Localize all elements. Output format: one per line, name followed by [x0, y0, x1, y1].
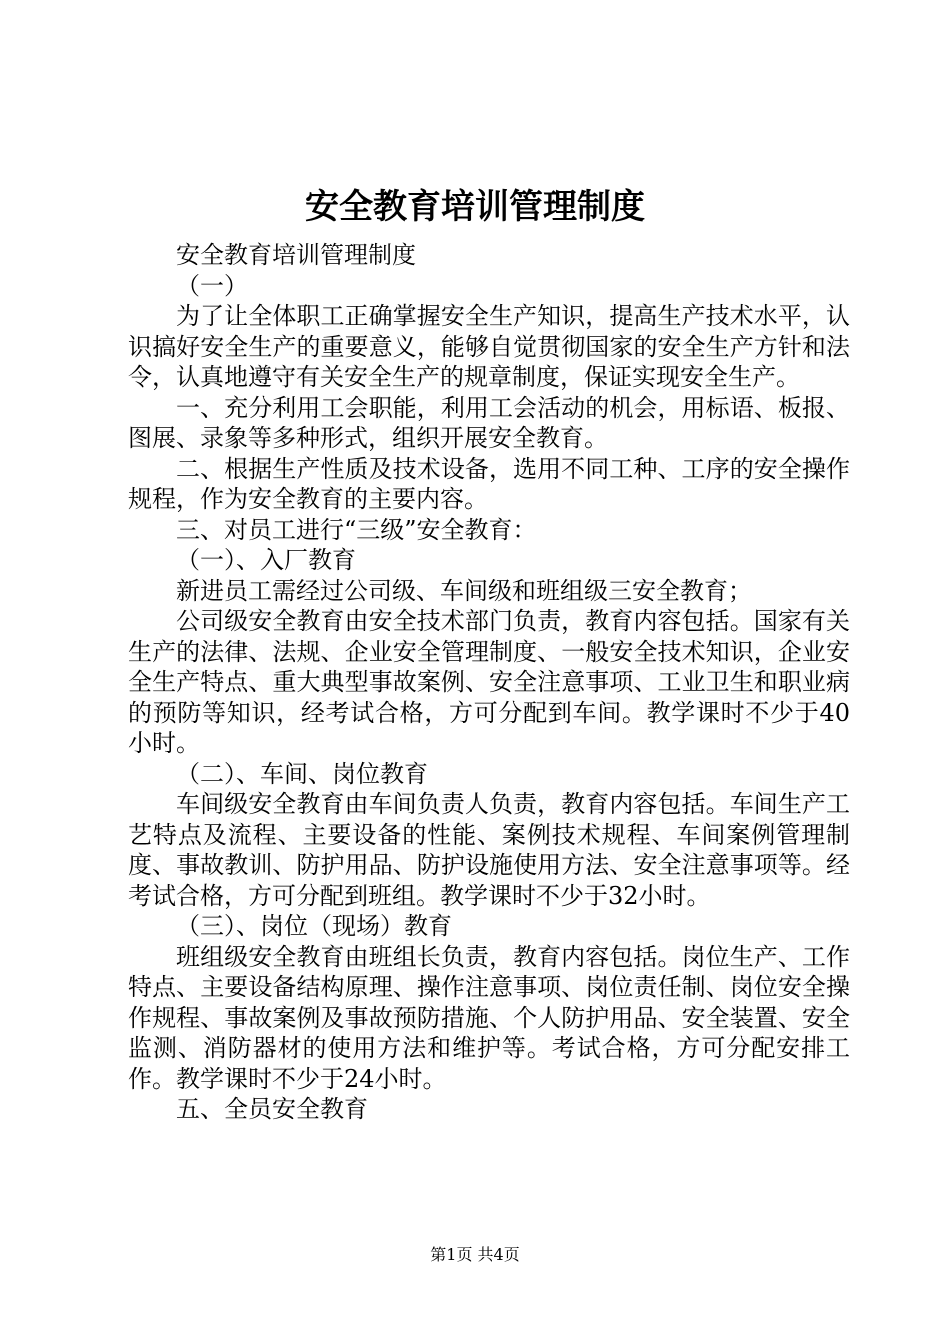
- paragraph-new-staff: 新进员工需经过公司级、车间级和班组级三安全教育；: [176, 576, 752, 605]
- page-number: 第1页 共4页: [430, 1245, 520, 1264]
- paragraph-workshop-level: 车间级安全教育由车间负责人负责，教育内容包括。车间生产工艺特点及流程、主要设备的性能、案例技术规程、车间案例管理制度、事故教训、防护用品、防护设施使用方法、安全注意事项等。经考试合格，方可分配到班组。教学课时不少于32小时。: [128, 790, 850, 910]
- document-body: [128, 240, 850, 1125]
- paragraph-section-workshop: （二）、车间、岗位教育: [176, 759, 428, 788]
- paragraph-item-1: 一、充分利用工会职能，利用工会活动的机会，用标语、板报、图展、录象等多种形式，组织开展安全教育。: [128, 393, 850, 452]
- document-title: 安全教育培训管理制度: [305, 187, 645, 227]
- paragraph-company-level: 公司级安全教育由安全技术部门负责，教育内容包括。国家有关生产的法律、法规、企业安全管理制度、一般安全技术知识，企业安全生产特点、重大典型事故案例、安全注意事项、工业卫生和职业病的预防等知识，经考试合格，方可分配到车间。教学课时不少于40小时。: [128, 607, 850, 757]
- paragraph-subtitle: 安全教育培训管理制度: [176, 241, 416, 269]
- paragraph-section-post: （三）、岗位（现场）教育: [176, 912, 452, 940]
- paragraph-part-one: （一）: [176, 271, 248, 300]
- paragraph-team-level: 班组级安全教育由班组长负责，教育内容包括。岗位生产、工作特点、主要设备结构原理、操作注意事项、岗位责任制、岗位安全操作规程、事故案例及事故预防措施、个人防护用品、安全装置、安全监测、消防器材的使用方法和维护等。考试合格，方可分配安排工作。教学课时不少于24小时。: [128, 942, 850, 1093]
- paragraph-item-2: 二、根据生产性质及技术设备，选用不同工种、工序的安全操作规程，作为安全教育的主要内容。: [128, 454, 850, 513]
- paragraph-section-entry: （一）、入厂教育: [176, 546, 356, 574]
- paragraph-item-5: 五、全员安全教育: [176, 1095, 368, 1123]
- paragraph-item-3: 三、对员工进行“三级”安全教育：: [176, 515, 537, 544]
- paragraph-purpose: 为了让全体职工正确掌握安全生产知识，提高生产技术水平，认识搞好安全生产的重要意义，能够自觉贯彻国家的安全生产方针和法令，认真地遵守有关安全生产的规章制度，保证实现安全生产。: [128, 302, 850, 391]
